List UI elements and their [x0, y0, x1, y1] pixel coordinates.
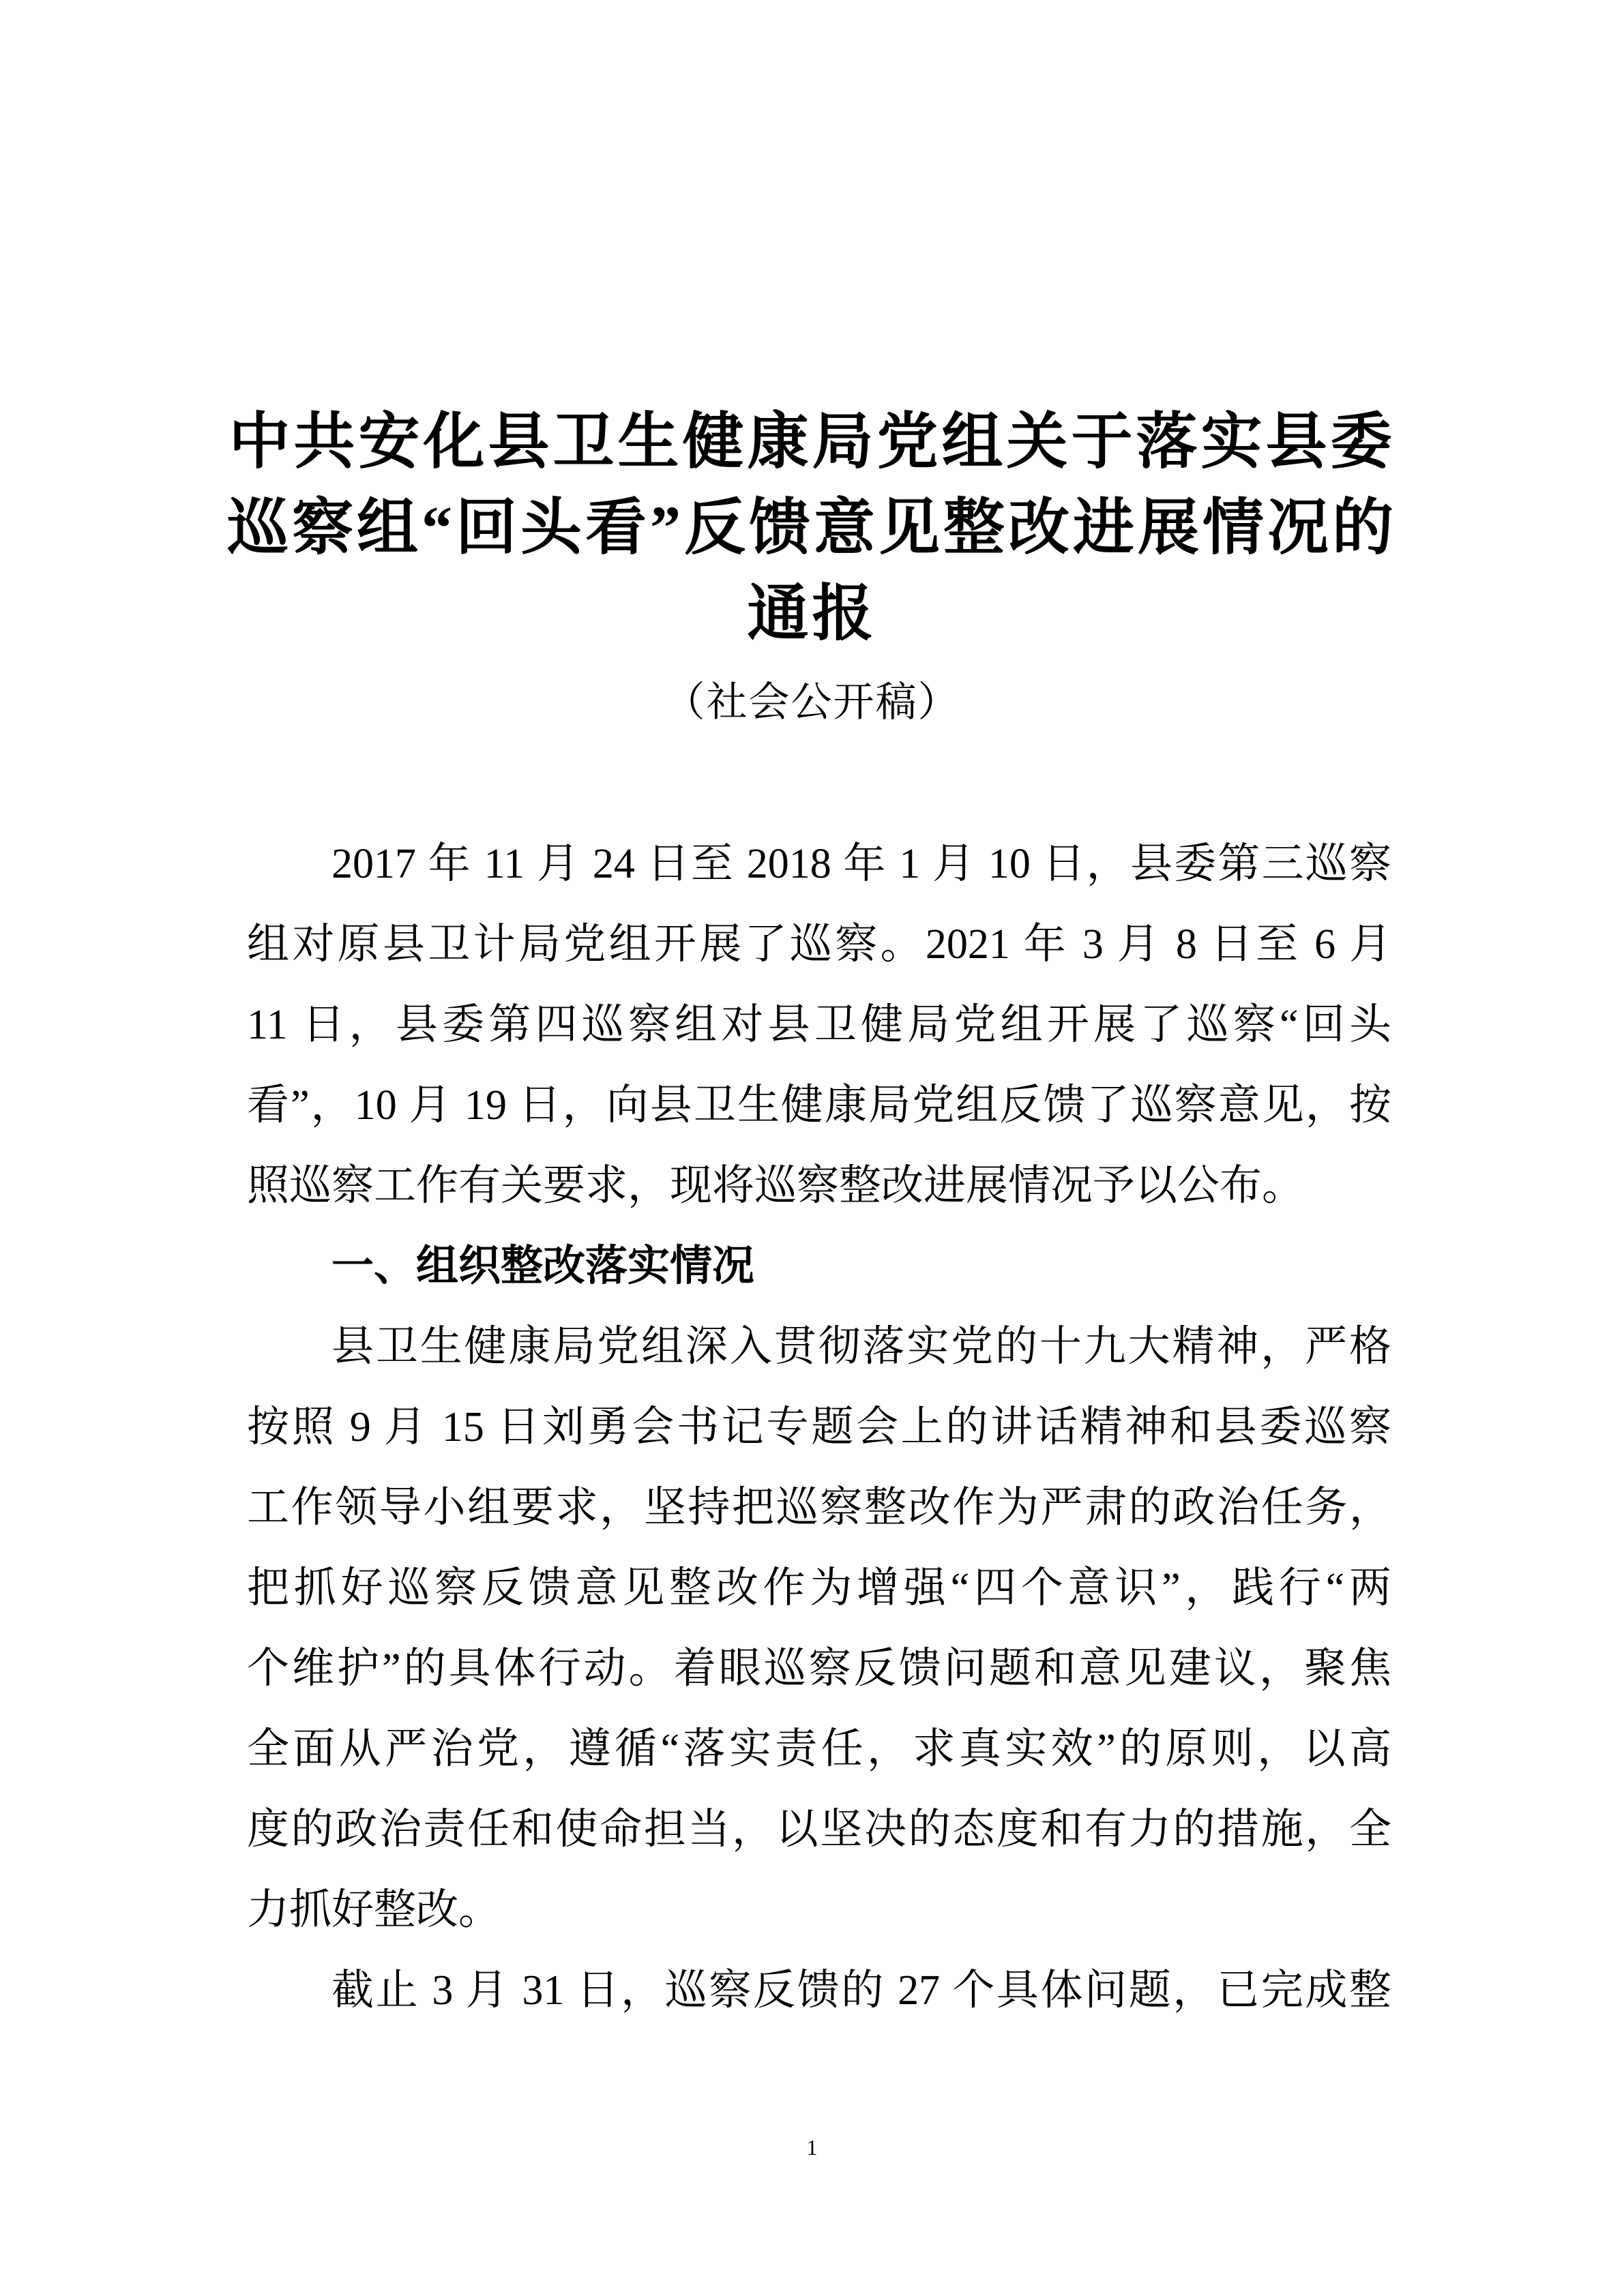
- paragraph-2-line-2: 按照 9 月 15 日刘勇会书记专题会上的讲话精神和县委巡察: [247, 1404, 1391, 1450]
- paragraph-2-line-8: 力抓好整改。: [247, 1887, 501, 1933]
- document-title: [226, 0, 1399, 657]
- section-heading-1: 一、组织整改落实情况: [331, 1242, 755, 1289]
- paragraph-1-line-1: 2017 年 11 月 24 日至 2018 年 1 月 10 日，县委第三巡察: [331, 841, 1391, 887]
- paragraph-1-line-4: 看”，10 月 19 日，向县卫生健康局党组反馈了巡察意见，按: [247, 1082, 1391, 1129]
- paragraph-2-line-6: 全面从严治党，遵循“落实责任，求真实效”的原则，以高: [247, 1726, 1391, 1772]
- document-body: [247, 824, 1391, 2031]
- title-line-2: 巡察组“回头看”反馈意见整改进展情况的: [227, 494, 1397, 562]
- paragraph-1-line-3: 11 日，县委第四巡察组对县卫健局党组开展了巡察“回头: [247, 1002, 1391, 1048]
- paragraph-2-line-1: 县卫生健康局党组深入贯彻落实党的十九大精神，严格: [331, 1324, 1391, 1370]
- paragraph-2-line-3: 工作领导小组要求，坚持把巡察整改作为严肃的政治任务，: [247, 1485, 1391, 1531]
- paragraph-2-line-4: 把抓好巡察反馈意见整改作为增强“四个意识”，践行“两: [247, 1565, 1391, 1611]
- document-subtitle: （社会公开稿）: [664, 680, 960, 725]
- paragraph-1-line-5: 照巡察工作有关要求，现将巡察整改进展情况予以公布。: [247, 1163, 1305, 1209]
- paragraph-1-line-2: 组对原县卫计局党组开展了巡察。2021 年 3 月 8 日至 6 月: [247, 921, 1391, 968]
- paragraph-2-line-5: 个维护”的具体行动。着眼巡察反馈问题和意见建议，聚焦: [247, 1645, 1391, 1692]
- title-line-3: 通报: [747, 580, 877, 648]
- paragraph-2-line-7: 度的政治责任和使命担当，以坚决的态度和有力的措施，全: [247, 1806, 1391, 1853]
- title-line-1: 中共安化县卫生健康局党组关于落实县委: [228, 408, 1396, 476]
- paragraph-3-line-1: 截止 3 月 31 日，巡察反馈的 27 个具体问题，已完成整: [331, 1967, 1391, 2014]
- page-number: 1: [806, 2135, 818, 2160]
